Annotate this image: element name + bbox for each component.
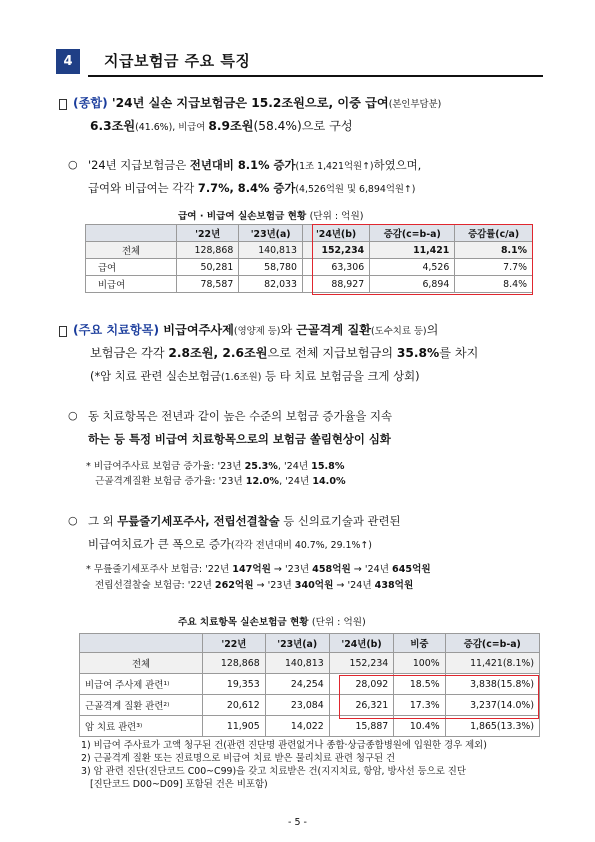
section-divider <box>88 75 543 77</box>
circle-bullet-icon: ○ <box>68 158 78 171</box>
growth-rate-note-line1: * 비급여주사료 보험금 증가율: '23년 25.3%, '24년 15.8% <box>86 461 345 472</box>
table2 <box>79 633 540 737</box>
growth-paragraph-line1: '24년 지급보험금은 전년대비 8.1% 증가(1조 1,421억원↑)하였으며, <box>88 158 422 172</box>
circle-bullet-icon: ○ <box>68 409 78 422</box>
treatment-paragraph-line1: (주요 치료항목) 비급여주사제(영양제 등)와 근골격계 질환(도수치료 등)의 <box>73 323 439 337</box>
table2-caption: 주요 치료항목 실손보험금 현황 (단위 : 억원) <box>178 617 366 628</box>
new-technology-paragraph-line1: 그 외 무릎줄기세포주사, 전립선결찰술 등 신의료기술과 관련된 <box>88 514 401 528</box>
square-bullet-icon <box>59 326 67 337</box>
table-row: 비급여 78,587 82,033 88,927 6,894 8.4% <box>86 276 533 293</box>
section-title: 지급보험금 주요 특징 <box>104 52 251 70</box>
concentration-paragraph-line2: 하는 등 특정 비급여 치료항목으로의 보험금 쏠림현상이 심화 <box>88 432 391 446</box>
table1-caption: 급여 · 비급여 실손보험금 현황 (단위 : 억원) <box>178 211 364 222</box>
summary-paragraph-line1: (종합) '24년 실손 지급보험금은 15.2조원으로, 이중 급여(본인부담분) <box>73 96 442 110</box>
table-row: 전체 128,868 140,813 152,234 100% 11,421(8.1%) <box>80 653 540 674</box>
growth-paragraph-line2: 급여와 비급여는 각각 7.7%, 8.4% 증가(4,526억원 및 6,894억원↑) <box>88 181 416 195</box>
growth-rate-note-line2: 근골격계질환 보험금 증가율: '23년 12.0%, '24년 14.0% <box>95 476 346 487</box>
footnote: 1) 비급여 주사료가 고액 청구된 건(관련 진단명 관련없거나 종합·상급종합병원에 입원한 경우 제외) <box>81 740 487 751</box>
page-number: - 5 - <box>288 817 307 828</box>
new-technology-paragraph-line2: 비급여치료가 큰 폭으로 증가(각각 전년대비 40.7%, 29.1%↑) <box>88 537 372 551</box>
concentration-paragraph-line1: 동 치료항목은 전년과 같이 높은 수준의 보험금 증가율을 지속 <box>88 409 393 423</box>
table-row: 근골격계 질환 관련²⁾ 20,612 23,084 26,321 17.3% 3,237(14.0%) <box>80 695 540 716</box>
table-row: 암 치료 관련³⁾ 11,905 14,022 15,887 10.4% 1,865(13.3%) <box>80 716 540 737</box>
treatment-paragraph-line2: 보험금은 각각 2.8조원, 2.6조원으로 전체 지급보험금의 35.8%를 차지 <box>90 346 479 360</box>
footnote: 3) 암 관련 진단(진단코드 C00~C99)을 갖고 치료받은 건(지지치료, 항암, 방사선 등으로 진단 <box>81 766 466 777</box>
footnote: [진단코드 D00~D09] 포함된 건은 비포함) <box>81 779 268 790</box>
table-header-row: '22년 '23년(a) '24년(b) 비중 증감(c=b-a) <box>80 634 540 653</box>
table1 <box>85 224 533 293</box>
table-header-row: '22년 '23년(a) '24년(b) 증감(c=b-a) 증감률(c/a) <box>86 225 533 242</box>
prostate-ligation-note: 전립선결찰술 보험금: '22년 262억원 → '23년 340억원 → '24년 438억원 <box>95 580 414 591</box>
table-row: 급여 50,281 58,780 63,306 4,526 7.7% <box>86 259 533 276</box>
treatment-paragraph-line3: (*암 치료 관련 실손보험금(1.6조원) 등 타 치료 보험금을 크게 상회) <box>90 369 420 383</box>
table-row: 비급여 주사제 관련¹⁾ 19,353 24,254 28,092 18.5% 3,838(15.8%) <box>80 674 540 695</box>
knee-injection-note: * 무릎줄기세포주사 보험금: '22년 147억원 → '23년 458억원 → '24년 645억원 <box>86 564 431 575</box>
footnote: 2) 근골격계 질환 또는 진료명으로 비급여 치료 받은 물리치료 관련 청구된 건 <box>81 753 396 764</box>
circle-bullet-icon: ○ <box>68 514 78 527</box>
section-number-badge: 4 <box>56 49 80 74</box>
summary-paragraph-line2: 6.3조원(41.6%), 비급여 8.9조원(58.4%)으로 구성 <box>90 119 353 133</box>
square-bullet-icon <box>59 99 67 110</box>
table-row: 전체 128,868 140,813 152,234 11,421 8.1% <box>86 242 533 259</box>
